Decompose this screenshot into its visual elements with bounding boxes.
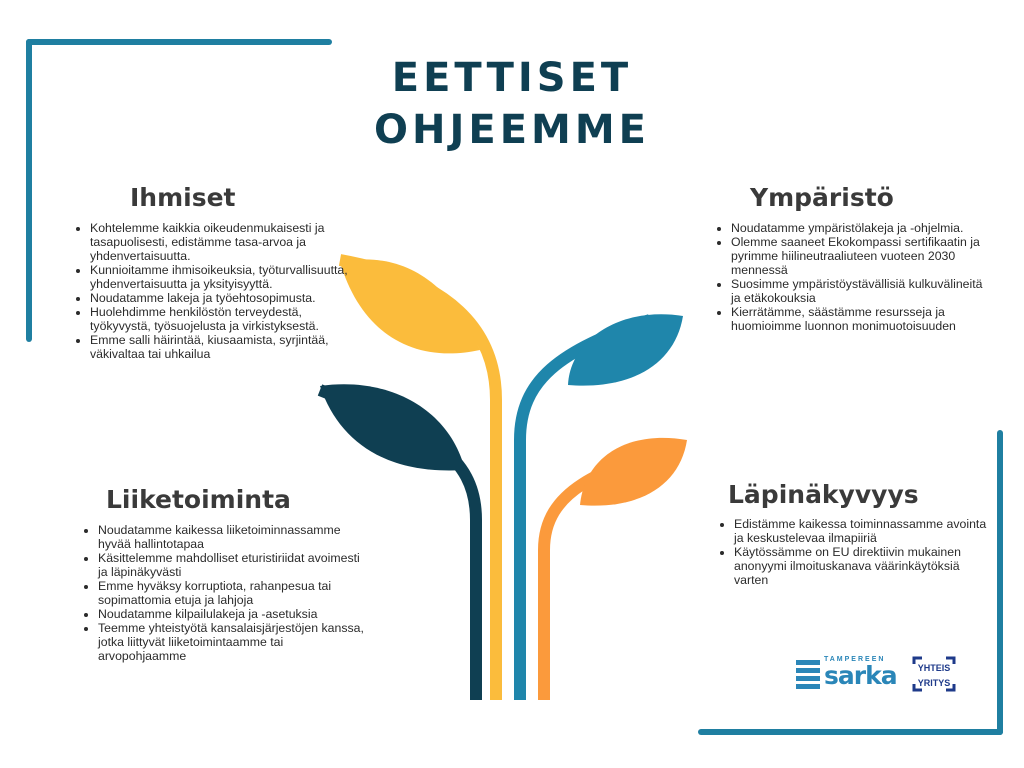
logo-small-text: TAMPEREEN	[824, 656, 886, 663]
list-item: • Huolehdimme henkilöstön terveydestä, työkyvystä, työsuojelusta ja virkistyksestä.	[90, 305, 352, 333]
list-item: • Käsittelemme mahdolliset eturistiriidat avoimesti ja läpinäkyvästi	[98, 551, 366, 579]
tampereen-sarka-logo	[796, 656, 958, 694]
list-item: • Käytössämme on EU direktiivin mukainen anonyymi ilmoituskanava väärinkäytöksiä varten	[734, 545, 996, 587]
leaf-orange	[580, 438, 687, 506]
list-item: • Kunnioitamme ihmisoikeuksia, työturvallisuutta, yhdenvertaisuutta ja yksityisyyttä.	[90, 263, 352, 291]
title-line-2: OHJEEMME	[374, 107, 650, 153]
yhteiskunnallinen-yritys-badge	[912, 656, 956, 692]
list-item: • Noudatamme kilpailulakeja ja -asetuksia	[98, 607, 366, 621]
badge-top-text: YHTEIS	[917, 663, 951, 673]
list-item: • Noudatamme lakeja ja työehtosopimusta.	[90, 291, 352, 305]
list-item: • Kohtelemme kaikkia oikeudenmukaisesti ja tasapuolisesti, edistämme tasa-arvoa ja yhdenvertaisuutta.	[90, 221, 352, 263]
list-item: • Edistämme kaikessa toiminnassamme avointa ja keskustelevaa ilmapiiriä	[734, 517, 996, 545]
leaf-blue	[568, 314, 683, 385]
sarka-mark-icon	[796, 660, 822, 690]
list-ymparisto	[713, 221, 993, 333]
list-lapinakyvyys	[716, 517, 996, 587]
list-item: • Kierrätämme, säästämme resursseja ja huomioimme luonnon monimuotoisuuden	[731, 305, 993, 333]
title-line-1: EETTISET	[391, 55, 633, 101]
list-item: • Emme hyväksy korruptiota, rahanpesua tai sopimattomia etuja ja lahjoja	[98, 579, 366, 607]
page-title	[300, 52, 724, 156]
heading-ihmiset: Ihmiset	[130, 183, 236, 212]
list-item: • Olemme saaneet Ekokompassi sertifikaatin ja pyrimme hiilineutraaliuteen vuoteen 2030 mennessä	[731, 235, 993, 277]
list-item: • Noudatamme kaikessa liiketoiminnassamme hyvää hallintotapaa	[98, 523, 366, 551]
frame-bottom-right-vertical	[997, 430, 1003, 735]
list-ihmiset	[72, 221, 352, 361]
heading-lapinakyvyys: Läpinäkyvyys	[728, 480, 919, 509]
list-item: • Noudatamme ympäristölakeja ja -ohjelmia.	[731, 221, 993, 235]
heading-ymparisto: Ympäristö	[750, 183, 894, 212]
list-liiketoiminta	[80, 523, 366, 663]
leaf-dark	[320, 384, 465, 470]
frame-bottom-right-horizontal	[698, 729, 1003, 735]
list-item: • Suosimme ympäristöystävällisiä kulkuvälineitä ja etäkokouksia	[731, 277, 993, 305]
badge-bottom-text: YRITYS	[917, 678, 951, 688]
heading-liiketoiminta: Liiketoiminta	[106, 485, 291, 514]
frame-top-left-vertical	[26, 39, 32, 342]
logo-main-text: sarka	[824, 661, 897, 690]
list-item: • Teemme yhteistyötä kansalaisjärjestöjen kanssa, jotka liittyvät liiketoimintaamme tai arvopohjaamme	[98, 621, 366, 663]
frame-top-left-horizontal	[26, 39, 332, 45]
list-item: • Emme salli häirintää, kiusaamista, syrjintää, väkivaltaa tai uhkailua	[90, 333, 352, 361]
